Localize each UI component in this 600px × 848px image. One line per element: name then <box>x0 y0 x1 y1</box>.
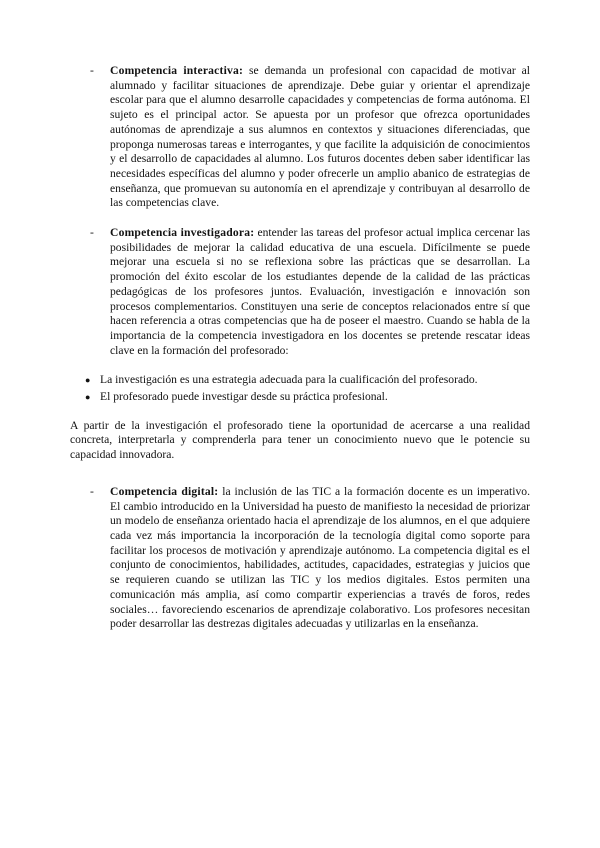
item-body: entender las tareas del profesor actual implica cercenar las posibilidades de mejorar la calidad educativa de una escuela. Difícilmente se puede mejorar una escuela si no se reflexiona sobre las prácticas que se desarrollan. La promoción del éxito escolar de los estudiantes depende de la calidad de las prácticas pedagógicas de los profesores juntos. Evaluación, investigación e innovación son procesos complementarios. Constituyen una serie de conceptos relacionados entre sí que hacen referencia a otras competencias que ha de poseer el maestro. Cuando se habla de la importancia de la competencia investigadora en los docentes se pretende rescatar ideas clave en la formación del profesorado: <box>110 226 530 357</box>
item-body: La investigación es una estrategia adecuada para la cualificación del profesorado. <box>100 373 478 387</box>
bullet-marker: ● <box>85 392 91 403</box>
body-paragraph: A partir de la investigación el profesorado tiene la oportunidad de acercarse a una realidad concreta, interpretarla y comprenderla para tener un conocimiento nuevo que le potencie su capacidad innovadora. <box>70 418 530 462</box>
bullet-marker: ● <box>85 375 91 386</box>
item-text <box>100 373 530 388</box>
dash-marker: - <box>90 64 94 77</box>
item-body: la inclusión de las TIC a la formación docente es un imperativo. El cambio introducido en la Universidad ha puesto de manifiesto la necesidad de priorizar un modelo de enseñanza orientado hacia el aprendizaje de los alumnos, en el que adquiere cada vez más importancia la incorporación de la tecnología digital como soporte para facilitar los procesos de motivación y aprendizaje autónomo. La competencia digital es el conjunto de conocimientos, habilidades, actitudes, capacidades, estrategias y juicios que se requieren cuando se utilizan las TIC y los medios digitales. Estos permiten una comunicación más amplia, así como compartir experiencias a través de foros, redes sociales… favoreciendo escenarios de aprendizaje colaborativo. Los profesores necesitan poder desarrollar las destrezas digitales adecuadas y utilizarlas en la enseñanza. <box>110 484 530 631</box>
bullet-item <box>85 390 530 405</box>
item-text <box>110 485 530 632</box>
item-lead: Competencia investigadora: <box>110 226 255 240</box>
item-text <box>100 390 530 405</box>
item-text <box>110 64 530 211</box>
list-item-competencia-investigadora <box>90 226 530 358</box>
dash-marker: - <box>90 226 94 240</box>
bullet-item <box>85 373 530 388</box>
item-lead: Competencia digital: <box>110 484 219 498</box>
list-item-competencia-digital <box>90 485 530 632</box>
list-item-competencia-interactiva <box>90 64 530 211</box>
dash-marker: - <box>90 484 94 498</box>
item-body: El profesorado puede investigar desde su práctica profesional. <box>100 390 388 404</box>
item-lead: Competencia interactiva: <box>110 64 244 77</box>
item-text <box>110 226 530 358</box>
item-body: se demanda un profesional con capacidad de motivar al alumnado y facilitar situaciones de aprendizaje. Debe guiar y orientar el aprendizaje escolar para que el alumno desarrolle capacidades y competencias de forma autónoma. El sujeto es el principal actor. Se apuesta por un profesor que ofrezca oportunidades autónomas de aprendizaje a sus alumnos en contextos y situaciones diferenciadas, que proponga numerosas tareas e interrogantes, y que facilite la adquisición de conocimientos y el desarrollo de capacidades al alumno. Los futuros docentes deben saber identificar las necesidades específicas del alumno y poder ofrecerle un amplio abanico de estrategias de enseñanza, que promuevan su autonomía en el aprendizaje y contribuyan al desarrollo de las competencias clave. <box>110 64 530 210</box>
